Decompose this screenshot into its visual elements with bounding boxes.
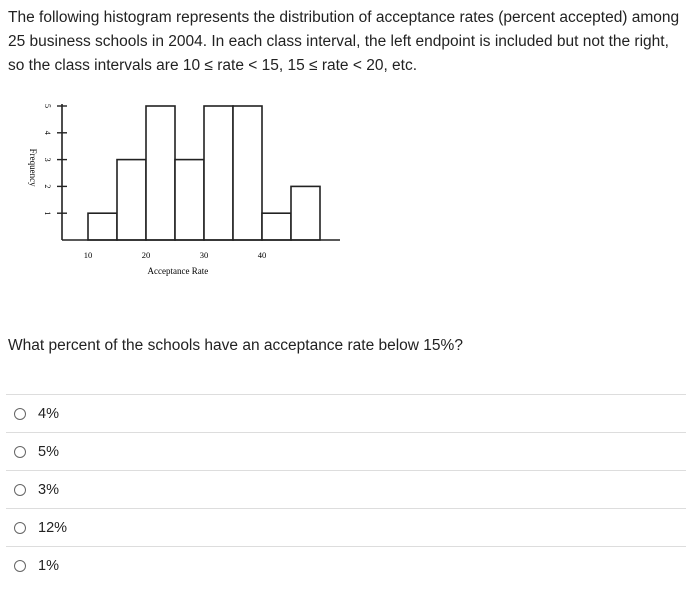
histogram — [0, 95, 360, 285]
x-tick-label: 40 — [257, 250, 267, 260]
option-label: 12% — [38, 520, 68, 536]
radio-button[interactable] — [14, 560, 26, 572]
y-tick-label: 1 — [43, 211, 52, 216]
answer-option[interactable] — [6, 470, 686, 509]
y-axis-label: Frequency — [28, 148, 38, 187]
radio-button[interactable] — [14, 522, 26, 534]
histogram-bar — [117, 160, 146, 240]
histogram-bar — [291, 186, 320, 240]
option-label: 5% — [38, 444, 59, 460]
x-tick-label: 20 — [141, 250, 151, 260]
answer-option[interactable] — [6, 432, 686, 471]
x-axis-label: Acceptance Rate — [147, 266, 209, 276]
radio-button[interactable] — [14, 484, 26, 496]
option-label: 3% — [38, 482, 59, 498]
y-tick-label: 3 — [43, 157, 52, 162]
histogram-bar — [175, 160, 204, 240]
histogram-bar — [146, 106, 175, 240]
radio-button[interactable] — [14, 408, 26, 420]
y-tick-label: 5 — [43, 104, 52, 108]
histogram-bar — [233, 106, 262, 240]
answer-option[interactable] — [6, 508, 686, 547]
problem-intro: The following histogram represents the distribution of acceptance rates (percent accepted) among 25 business schools in 2004. In each class interval, the left endpoint is included but not the right, so the class intervals are 10 ≤ rate < 15, 15 ≤ rate < 20, etc. — [8, 9, 680, 74]
histogram-bar — [262, 213, 291, 240]
histogram-bar — [204, 106, 233, 240]
answer-option[interactable] — [6, 394, 686, 433]
x-tick-label: 10 — [83, 250, 93, 260]
y-tick-label: 4 — [43, 130, 52, 135]
x-tick-label: 30 — [199, 250, 209, 260]
question-text: What percent of the schools have an acceptance rate below 15%? — [8, 337, 463, 354]
option-label: 1% — [38, 558, 59, 574]
histogram-bar — [88, 213, 117, 240]
answer-option[interactable] — [6, 546, 686, 585]
option-label: 4% — [38, 406, 59, 422]
radio-button[interactable] — [14, 446, 26, 458]
y-tick-label: 2 — [43, 184, 52, 189]
